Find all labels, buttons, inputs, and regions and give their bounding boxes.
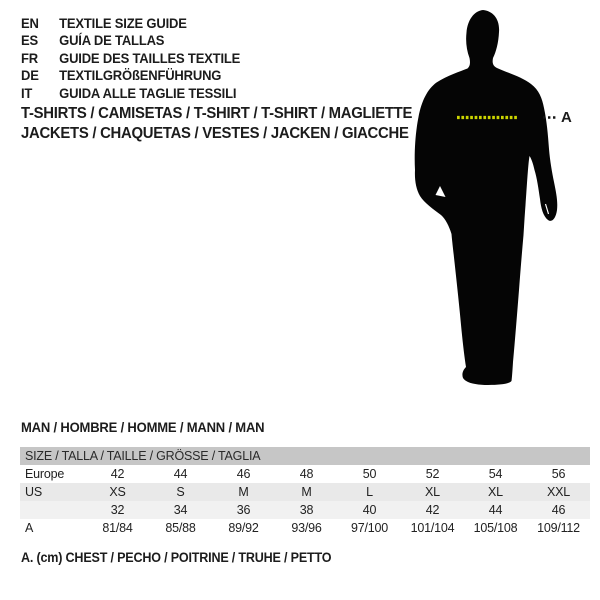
size-cell: 48 bbox=[299, 467, 314, 481]
size-row-europe bbox=[20, 465, 590, 483]
category-line-jackets: JACKETS / CHAQUETAS / VESTES / JACKEN / GIACCHE bbox=[21, 125, 409, 142]
size-cell: 46 bbox=[551, 503, 566, 517]
size-cell: 105/108 bbox=[473, 521, 518, 535]
row-label bbox=[20, 501, 86, 519]
language-code: ES bbox=[21, 32, 39, 49]
size-cell: 44 bbox=[173, 467, 188, 481]
row-label: A bbox=[25, 521, 34, 535]
size-cell: 32 bbox=[110, 503, 125, 517]
size-table bbox=[20, 447, 590, 537]
language-label: GUIDE DES TAILLES TEXTILE bbox=[59, 49, 241, 66]
size-cell: 44 bbox=[488, 503, 503, 517]
row-label: Europe bbox=[25, 467, 65, 481]
size-cell: 50 bbox=[362, 467, 377, 481]
size-cell: XL bbox=[488, 485, 503, 499]
section-title-man: MAN / HOMBRE / HOMME / MANN / MAN bbox=[21, 419, 265, 435]
size-cell: L bbox=[366, 485, 373, 499]
size-cell: 89/92 bbox=[228, 521, 259, 535]
size-table-header-row bbox=[20, 447, 590, 465]
size-row-chest bbox=[20, 519, 590, 537]
size-cell: 38 bbox=[299, 503, 314, 517]
size-cell: 81/84 bbox=[102, 521, 133, 535]
size-cell: XXL bbox=[547, 485, 571, 499]
language-row-it bbox=[21, 84, 240, 102]
size-cell: 97/100 bbox=[350, 521, 389, 535]
category-line-tshirts: T-SHIRTS / CAMISETAS / T-SHIRT / T-SHIRT / MAGLIETTE bbox=[21, 105, 413, 122]
language-code: DE bbox=[21, 67, 39, 84]
size-cell: XS bbox=[109, 485, 126, 499]
size-cell: 52 bbox=[425, 467, 440, 481]
size-cell: 34 bbox=[173, 503, 188, 517]
measurement-label-a: A bbox=[561, 109, 572, 126]
language-label: TEXTILE SIZE GUIDE bbox=[59, 14, 187, 31]
size-cell: 109/112 bbox=[537, 521, 580, 535]
size-cell: 42 bbox=[425, 503, 440, 517]
size-cell: M bbox=[238, 485, 249, 499]
size-row-us bbox=[20, 483, 590, 501]
language-code: EN bbox=[21, 14, 39, 31]
size-cell: 56 bbox=[551, 467, 566, 481]
size-cell: S bbox=[176, 485, 185, 499]
man-silhouette-icon bbox=[410, 0, 600, 400]
language-row-fr bbox=[21, 49, 240, 67]
size-cell: M bbox=[301, 485, 312, 499]
size-cell: 36 bbox=[236, 503, 251, 517]
language-code: IT bbox=[21, 84, 33, 101]
category-lines bbox=[21, 104, 412, 144]
language-label: GUIDA ALLE TAGLIE TESSILI bbox=[59, 84, 237, 101]
language-label: TEXTILGRÖßENFÜHRUNG bbox=[59, 67, 222, 84]
language-label: GUÍA DE TALLAS bbox=[59, 32, 165, 49]
size-cell: XL bbox=[425, 485, 440, 499]
size-cell: 85/88 bbox=[165, 521, 196, 535]
size-cell: 93/96 bbox=[291, 521, 322, 535]
size-cell: 42 bbox=[110, 467, 125, 481]
size-row-numeric bbox=[20, 501, 590, 519]
size-cell: 46 bbox=[236, 467, 251, 481]
man-silhouette-figure bbox=[410, 0, 600, 400]
language-code: FR bbox=[21, 49, 38, 66]
language-list bbox=[21, 14, 240, 102]
language-row-es bbox=[21, 32, 240, 50]
language-row-de bbox=[21, 67, 240, 85]
size-cell: 101/104 bbox=[410, 521, 455, 535]
silhouette-shape bbox=[415, 10, 558, 385]
size-table-header: SIZE / TALLA / TAILLE / GRÖSSE / TAGLIA bbox=[20, 447, 590, 465]
row-label: US bbox=[25, 485, 42, 499]
language-row-en bbox=[21, 14, 240, 32]
size-cell: 40 bbox=[362, 503, 377, 517]
size-cell: 54 bbox=[488, 467, 503, 481]
footnote-chest: A. (cm) CHEST / PECHO / POITRINE / TRUHE / PETTO bbox=[21, 550, 332, 565]
